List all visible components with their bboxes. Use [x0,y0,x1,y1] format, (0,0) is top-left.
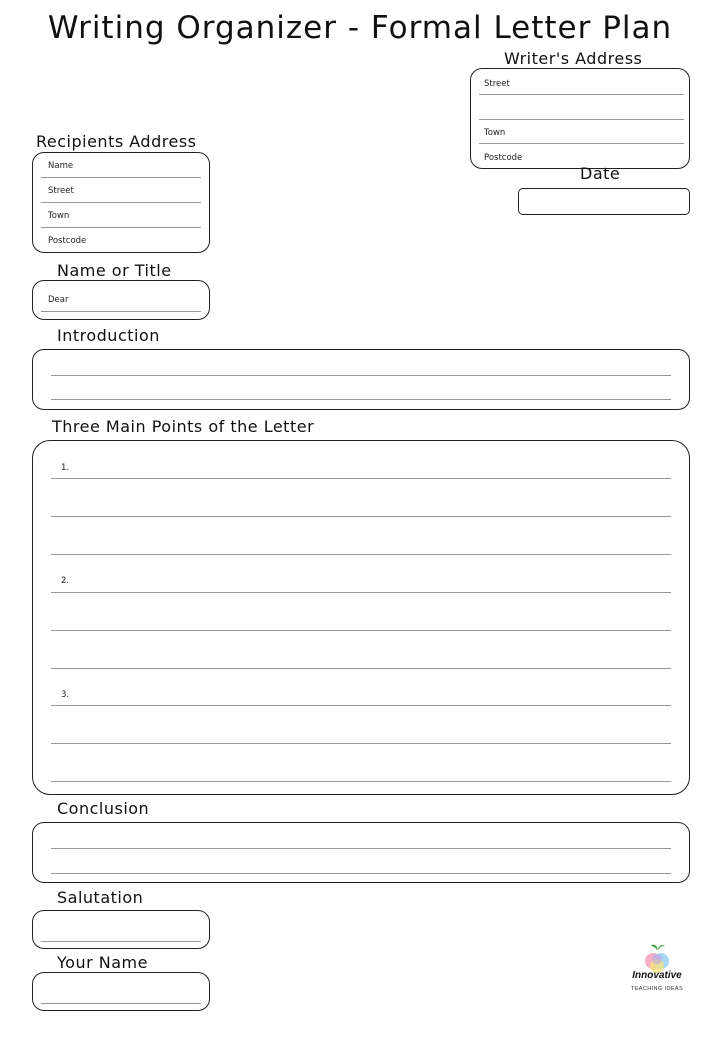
introduction-box[interactable] [32,349,690,410]
point-line[interactable] [51,592,671,593]
writers-address-box[interactable] [470,68,690,169]
salutation-box[interactable] [32,910,210,949]
logo-brand: Innovative [632,970,682,981]
date-field[interactable] [518,188,690,215]
main-points-heading: Three Main Points of the Letter [52,417,315,436]
writers-street-label: Street [484,79,510,89]
salutation-heading: Salutation [57,888,144,907]
conclusion-box[interactable] [32,822,690,883]
recipient-postcode-label: Postcode [48,236,87,246]
writers-street-line-2[interactable] [479,119,684,120]
recipients-address-heading: Recipients Address [36,132,197,151]
point-line[interactable] [51,516,671,517]
point-line[interactable] [51,554,671,555]
name-or-title-line[interactable] [41,311,201,312]
recipient-street-label: Street [48,186,74,196]
name-or-title-heading: Name or Title [57,261,172,280]
conclusion-line[interactable] [51,873,671,874]
point-line[interactable] [51,781,671,782]
recipient-name-line[interactable] [41,177,201,178]
recipient-name-label: Name [48,161,74,171]
page-title: Writing Organizer - Formal Letter Plan [47,10,673,46]
your-name-heading: Your Name [57,953,148,972]
your-name-line[interactable] [41,1003,201,1004]
writers-town-line[interactable] [479,143,684,144]
recipient-town-label: Town [48,211,70,221]
point-line[interactable] [51,478,671,479]
point-3-number: 3. [61,690,70,700]
point-line[interactable] [51,630,671,631]
writers-address-heading: Writer's Address [504,49,643,68]
point-line[interactable] [51,743,671,744]
conclusion-line[interactable] [51,848,671,849]
writers-street-line[interactable] [479,94,684,95]
point-line[interactable] [51,668,671,669]
point-1-number: 1. [61,463,70,473]
logo-tagline: TEACHING IDEAS [630,986,684,992]
writers-town-label: Town [484,128,506,138]
recipient-town-line[interactable] [41,227,201,228]
name-or-title-box[interactable] [32,280,210,320]
main-points-box[interactable] [32,440,690,795]
point-2-number: 2. [61,576,70,586]
writers-postcode-label: Postcode [484,153,523,163]
recipients-address-box[interactable] [32,152,210,253]
point-line[interactable] [51,705,671,706]
introduction-line[interactable] [51,399,671,400]
dear-label: Dear [48,295,69,305]
innovative-teaching-ideas-logo [626,944,688,998]
introduction-line[interactable] [51,375,671,376]
salutation-line[interactable] [41,941,201,942]
conclusion-heading: Conclusion [57,799,150,818]
date-heading: Date [580,164,621,183]
introduction-heading: Introduction [57,326,160,345]
your-name-box[interactable] [32,972,210,1011]
recipient-street-line[interactable] [41,202,201,203]
